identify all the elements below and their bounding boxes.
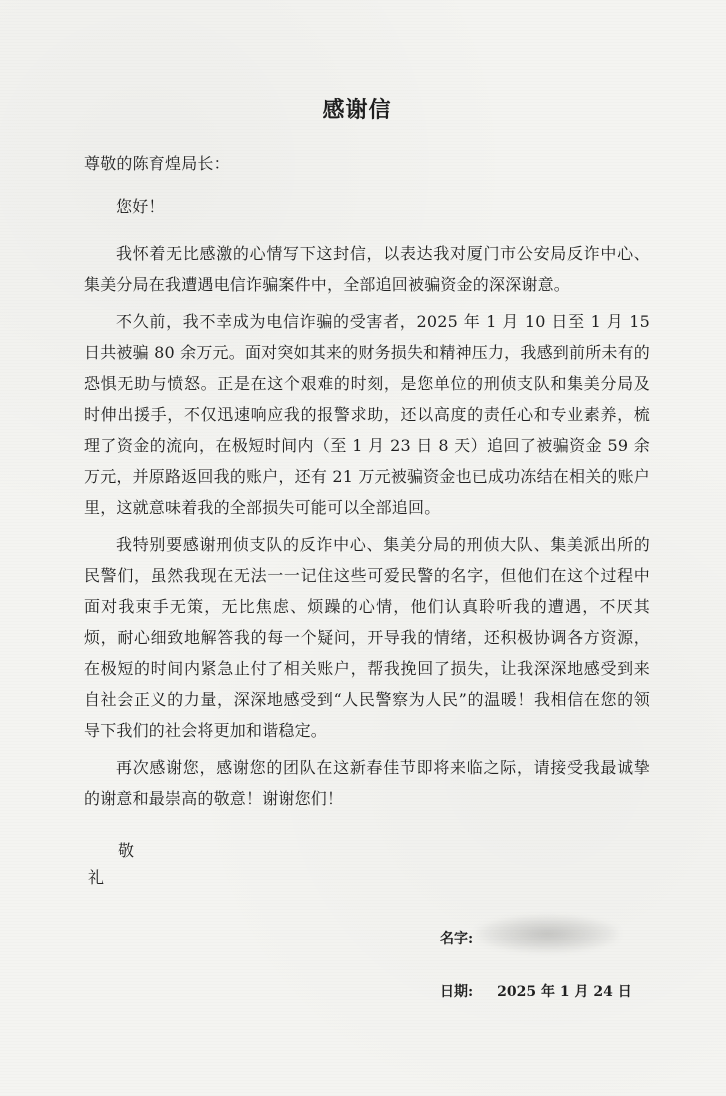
signature-block (440, 923, 660, 1001)
date-label: 日期: (440, 984, 474, 1000)
paragraph-2: 不久前，我不幸成为电信诈骗的受害者，2025 年 1 月 10 日至 1 月 15 日共被骗 80 余万元。面对突如其来的财务损失和精神压力，我感到前所未有的恐惧无助与愤怒。正是在这个艰难的时刻，是您单位的刑侦支队和集美分局及时伸出援手，不仅迅速响应我的报警求助，还以高度的责任心和专业素养，梳理了资金的流向，在极短时间内（至 1 月 23 日 8 天）追回了被骗资金 59 余万元，并原路返回我的账户，还有 21 万元被骗资金也已成功冻结在相关的账户里，这就意味着我的全部损失可能可以全部追回。 (84, 312, 650, 517)
date-row (440, 981, 660, 1001)
name-label: 名字: (440, 931, 474, 947)
salutation: 尊敬的陈育煌局长： (84, 154, 230, 173)
name-row (440, 923, 660, 953)
paragraph-3: 我特别要感谢刑侦支队的反诈中心、集美分局的刑侦大队、集美派出所的民警们，虽然我现在无法一一记住这些可爱民警的名字，但他们在这个过程中面对我束手无策，无比焦虑、烦躁的心情，他们认真聆听我的遭遇，不厌其烦，耐心细致地解答我的每一个疑问，开导我的情绪，还积极协调各方资源，在极短的时间内紧急止付了相关账户，帮我挽回了损失，让我深深地感受到来自社会正义的力量，深深地感受到“人民警察为人民”的温暖！我相信在您的领导下我们的社会将更加和谐稳定。 (84, 535, 650, 740)
date-value: 2025 年 1 月 24 日 (497, 984, 632, 1000)
paragraph-4: 再次感谢您，感谢您的团队在这新春佳节即将来临之际，请接受我最诚挚的谢意和最崇高的敬意！谢谢您们！ (84, 758, 650, 808)
greeting: 您好！ (116, 197, 165, 216)
letter-content (84, 95, 650, 820)
letter-title: 感谢信 (322, 97, 392, 123)
closing-respect: 敬 (118, 841, 135, 860)
closing-salute: 礼 (88, 868, 105, 887)
signature-redacted (475, 915, 620, 953)
paragraph-1: 我怀着无比感激的心情写下这封信，以表达我对厦门市公安局反诈中心、集美分局在我遭遇电信诈骗案件中，全部追回被骗资金的深深谢意。 (84, 244, 650, 294)
